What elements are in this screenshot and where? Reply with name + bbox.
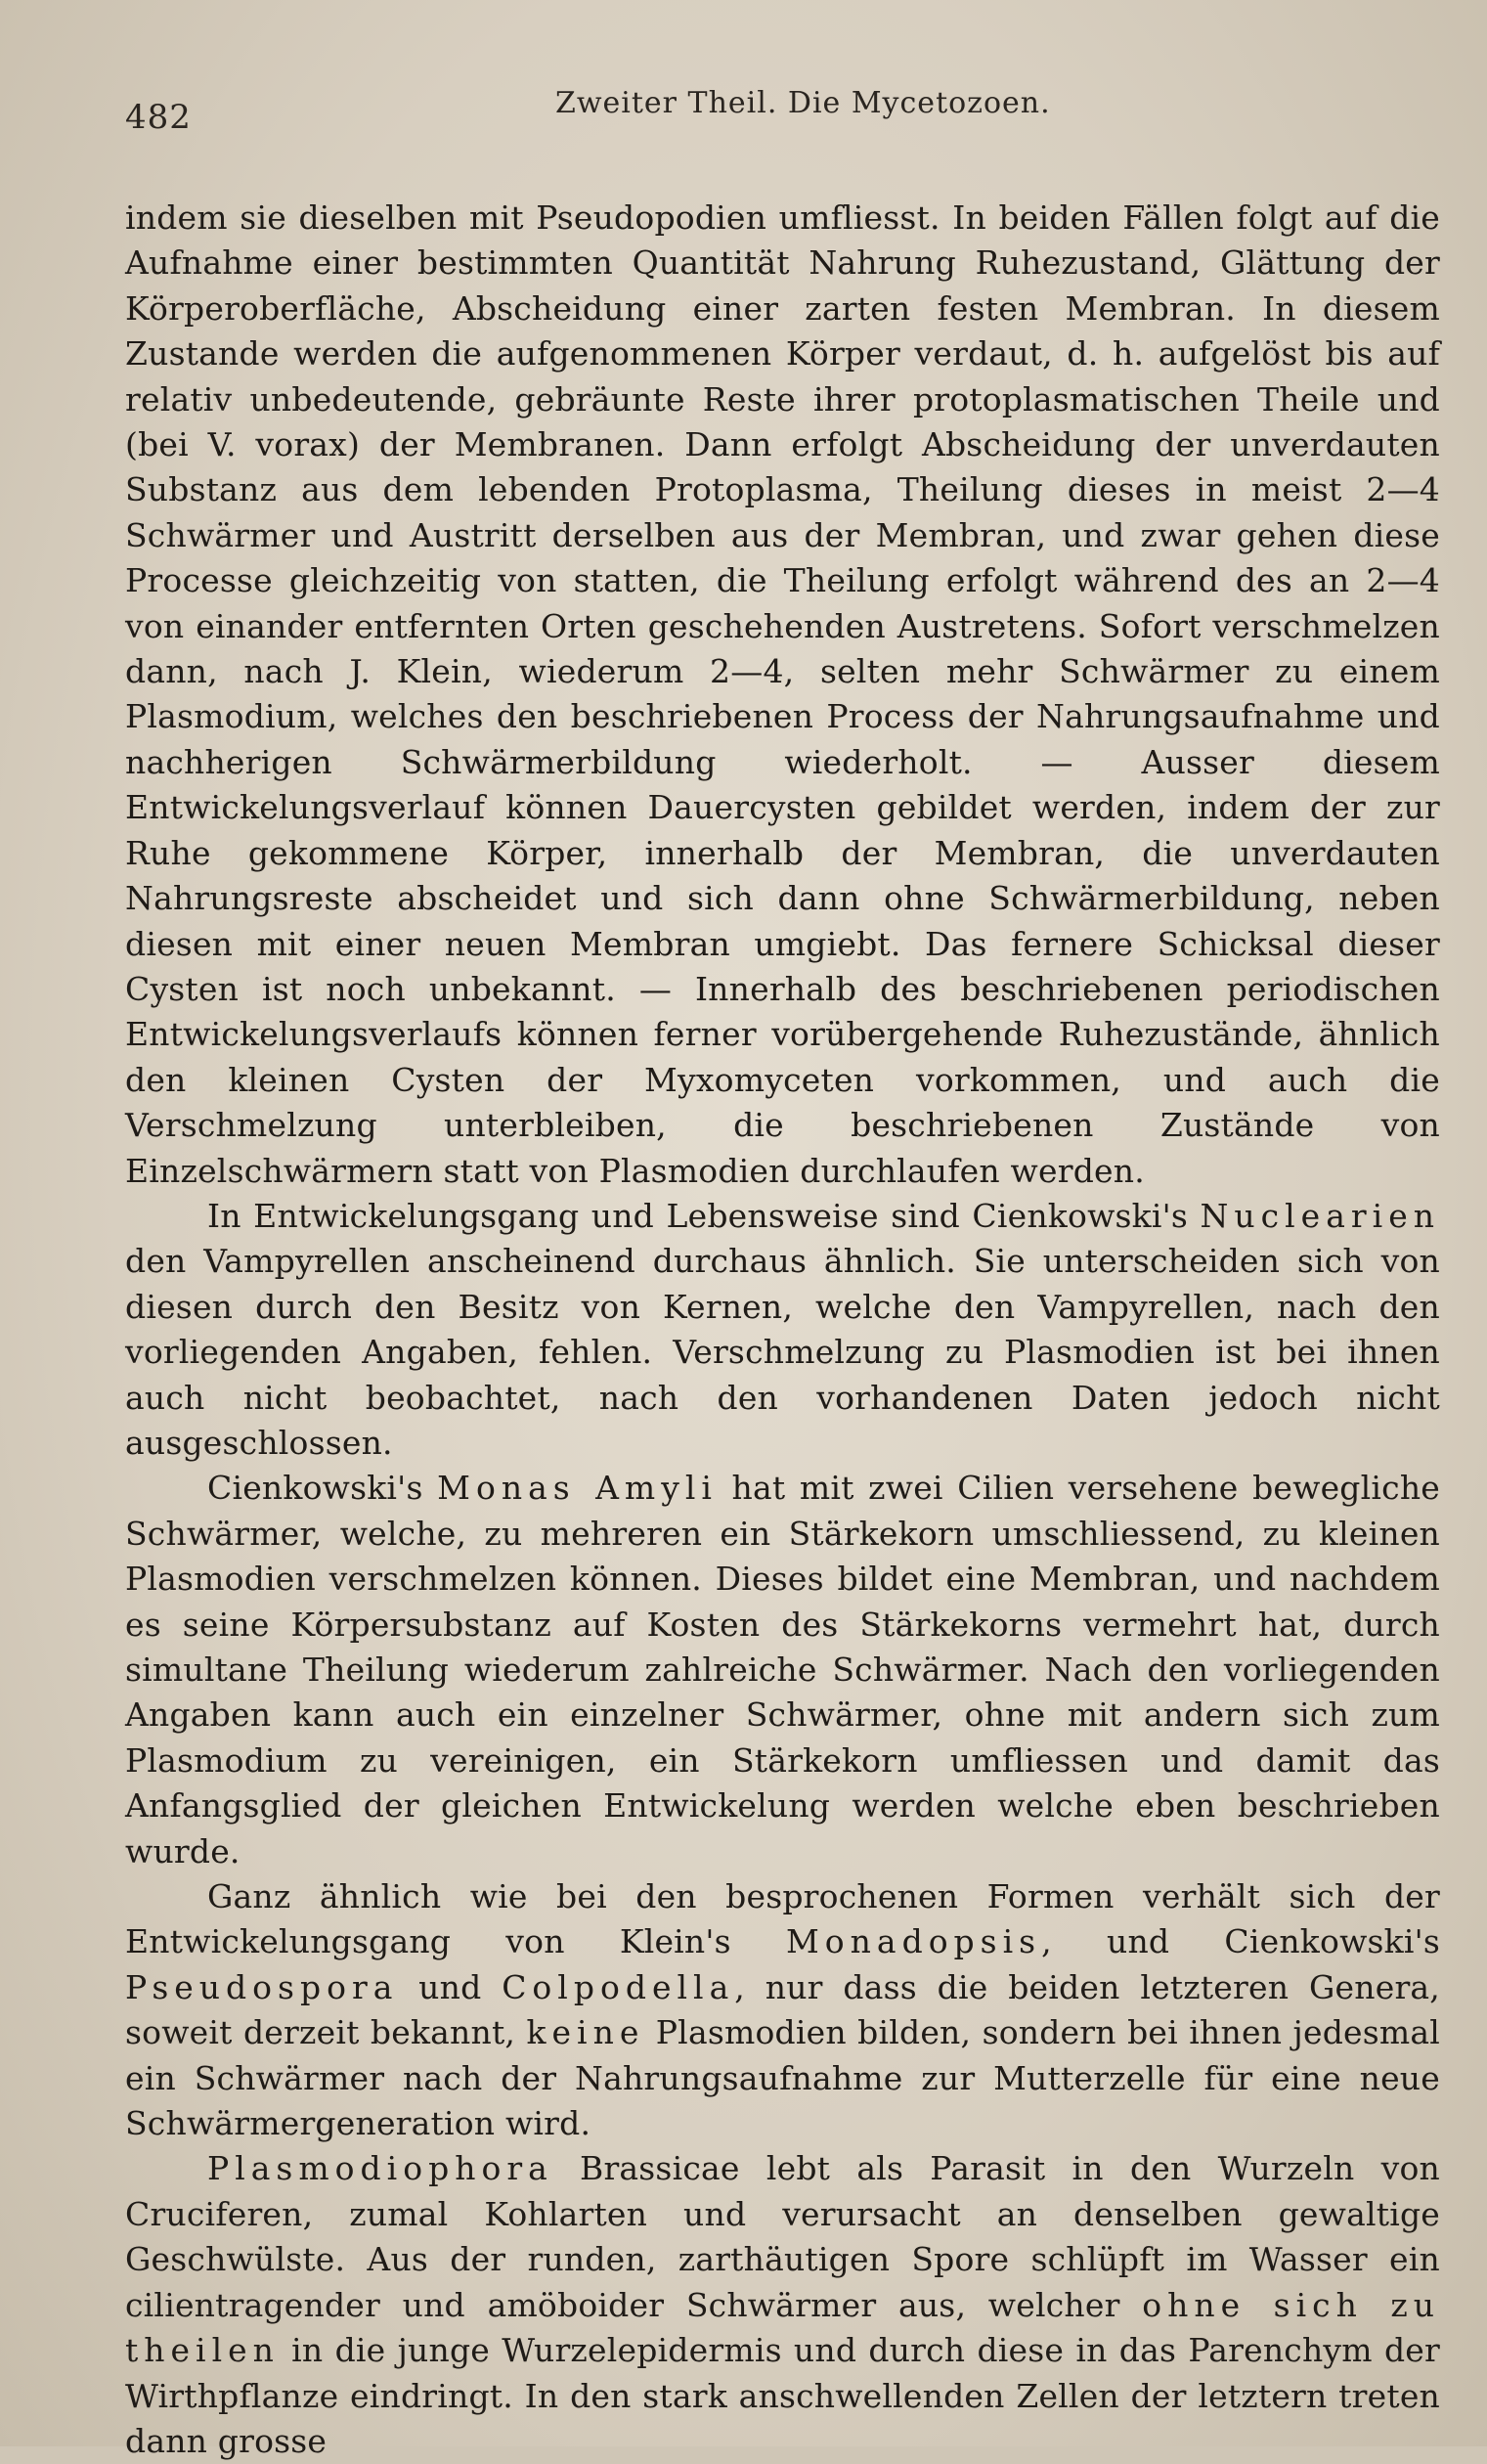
text-run: Plasmodien bilden, sondern bei ihnen jedesmal ein Schwärmer nach der Nahrungsaufnahme zur Mutterzelle für eine neue Schwärmergeneration wird.	[125, 2013, 1441, 2143]
page-header	[125, 86, 1440, 164]
text-run: den Vampyrellen anscheinend durchaus ähnlich. Sie unterscheiden sich von diesen durch den Besitz von Kernen, welche den Vampyrellen, nach den vorliegenden Angaben, fehlen. Verschmelzung zu Plasmodien ist bei ihnen auch nicht beobachtet, nach den vorhandenen Daten jedoch nicht ausgeschlossen.	[125, 1242, 1440, 1462]
emphasized-term: Plasmodiophora	[207, 2149, 553, 2188]
text-run: Brassicae lebt als Parasit in den Wurzeln von Cruciferen, zumal Kohlarten und verursacht an denselben gewaltige Geschwülste. Aus der runden, zarthäutigen Spore schlüpft im Wasser ein cilientragender und amöboider Schwärmer aus, welcher	[125, 2149, 1440, 2324]
paragraph	[125, 1194, 1440, 1466]
emphasized-term: Colpodella	[502, 1967, 735, 2006]
text-run: In Entwickelungsgang und Lebensweise sind Cienkowski's	[207, 1196, 1201, 1235]
text-run: in die junge Wurzelepidermis und durch diese in das Parenchym der Wirthpflanze eindringt. In den stark anschwellenden Zellen der letztern treten dann grosse	[125, 2331, 1440, 2460]
text-run: indem sie dieselben mit Pseudopodien umfliesst. In beiden Fällen folgt auf die Aufnahme einer bestimmten Quantität Nahrung Ruhezustand, Glättung der Körperoberfläche, Abscheidung einer zarten festen Membran. In diesem Zustande werden die aufgenommenen Körper verdaut, d. h. aufgelöst bis auf relativ unbedeutende, gebräunte Reste ihrer protoplasmatischen Theile und (bei V. vorax) der Membranen. Dann erfolgt Abscheidung der unverdauten Substanz aus dem lebenden Protoplasma, Theilung dieses in meist 2—4 Schwärmer und Austritt derselben aus der Membran, und zwar gehen diese Processe gleichzeitig von statten, die Theilung erfolgt während des an 2—4 von einander entfernten Orten geschehenden Austretens. Sofort verschmelzen dann, nach J. Klein, wiederum 2—4, selten mehr Schwärmer zu einem Plasmodium, welches den beschriebenen Process der Nahrungsaufnahme und nachherigen Schwärmerbildung wiederholt. — Ausser diesem Entwickelungsverlauf können Dauercysten gebildet werden, indem der zur Ruhe gekommene Körper, innerhalb der Membran, die unverdauten Nahrungsreste abscheidet und sich dann ohne Schwärmerbildung, neben diesen mit einer neuen Membran umgiebt. Das fernere Schicksal dieser Cysten ist noch unbekannt. — Innerhalb des beschriebenen periodischen Entwickelungsverlaufs können ferner vorübergehende Ruhezustände, ähnlich den kleinen Cysten der Myxomyceten vorkommen, und auch die Verschmelzung unterbleiben, die beschriebenen Zustände von Einzelschwärmern statt von Plasmodien durchlaufen werden.	[125, 198, 1440, 1190]
body-text	[125, 196, 1440, 2464]
text-run: hat mit zwei Cilien versehene bewegliche Schwärmer, welche, zu mehreren ein Stärkekorn umschliessend, zu kleinen Plasmodien verschmelzen können. Dieses bildet eine Membran, und nachdem es seine Körpersubstanz auf Kosten des Stärkekorns vermehrt hat, durch simultane Theilung wiederum zahlreiche Schwärmer. Nach den vorliegenden Angaben kann auch ein einzelner Schwärmer, ohne mit andern sich zum Plasmodium zu vereinigen, ein Stärkekorn umfliessen und damit das Anfangsglied der gleichen Entwickelung werden welche eben beschrieben wurde.	[125, 1469, 1441, 1870]
emphasized-term: keine	[526, 2013, 645, 2052]
emphasized-term: Monadopsis	[785, 1922, 1042, 1961]
text-run: , und Cienkowski's	[1041, 1922, 1441, 1961]
emphasized-term: Pseudospora	[125, 1967, 399, 2006]
paragraph	[125, 2146, 1440, 2464]
text-run: Ganz ähnlich wie bei den besprochenen Formen verhält sich der Entwickelungsgang von Klein's	[125, 1877, 1440, 1961]
text-run: und	[398, 1967, 503, 2006]
text-run: , nur dass die beiden letzteren Genera, soweit derzeit bekannt,	[125, 1967, 1440, 2052]
paragraph	[125, 1874, 1440, 2146]
paragraph	[125, 1466, 1440, 1874]
paragraph	[125, 196, 1440, 1194]
text-run: Cienkowski's	[207, 1469, 438, 1508]
emphasized-term: ohne sich zu theilen	[125, 2285, 1440, 2370]
emphasized-term: Monas Amyli	[437, 1469, 718, 1508]
running-head: Zweiter Theil. Die Mycetozoen.	[555, 86, 1051, 120]
page-number: 482	[125, 98, 192, 137]
emphasized-term: Nuclearien	[1200, 1196, 1440, 1235]
